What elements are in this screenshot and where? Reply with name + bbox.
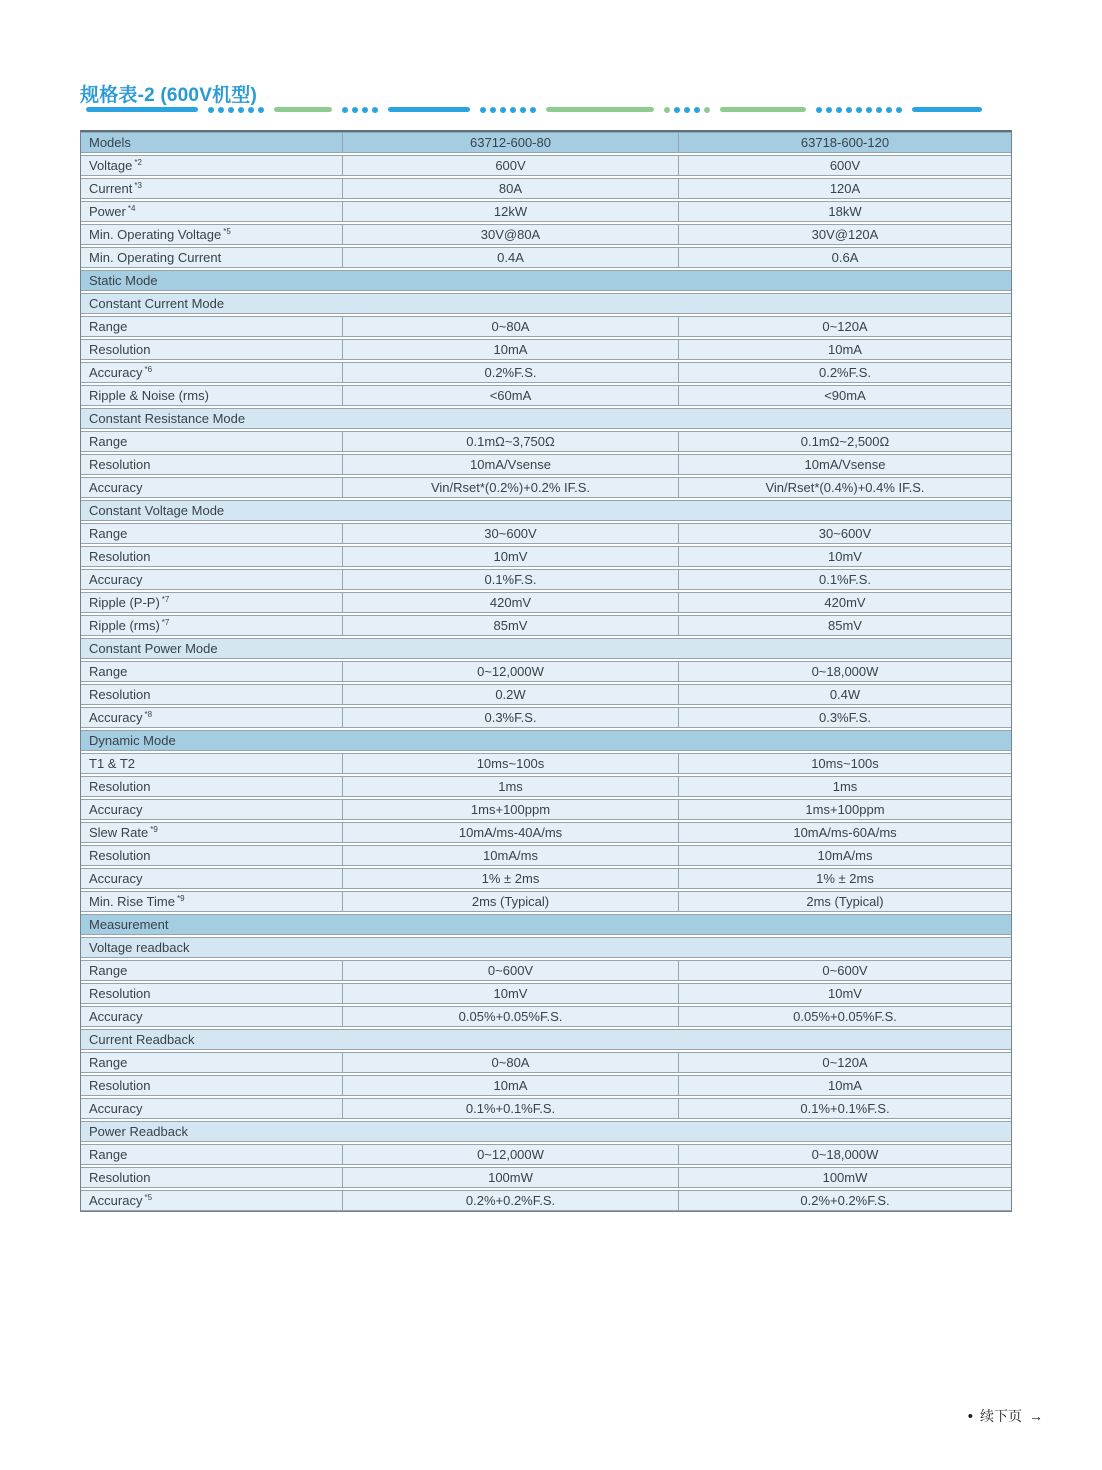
spec-row <box>81 362 1011 383</box>
separator-dot <box>836 107 842 113</box>
value-cell-model-2: 0.4W <box>829 687 861 702</box>
subsection-header-row <box>81 1121 1011 1142</box>
spec-row <box>81 845 1011 866</box>
spec-row <box>81 661 1011 682</box>
spec-row <box>81 339 1011 360</box>
spec-row <box>81 201 1011 222</box>
section-header-row <box>81 270 1011 291</box>
row-label-text: Constant Voltage Mode <box>89 503 225 518</box>
value-cell-model-2: 0.2%+0.2%F.S. <box>800 1193 890 1208</box>
row-label <box>81 639 1011 658</box>
value-cell-model-1: 1ms <box>343 777 679 796</box>
row-label-text: Resolution <box>89 1170 151 1185</box>
value-cell-model-1: 0.1mΩ~3,750Ω <box>343 432 679 451</box>
separator-dash <box>912 107 982 112</box>
footnote-marker: *2 <box>134 157 142 167</box>
separator-dot <box>362 107 368 113</box>
spec-row <box>81 1006 1011 1027</box>
spec-row <box>81 707 1011 728</box>
value-cell-model-2: 0.6A <box>831 250 859 265</box>
value-cell-model-2: 10mA/ms <box>817 848 873 863</box>
row-label <box>81 317 343 336</box>
footnote-marker: *4 <box>127 203 136 213</box>
row-label <box>81 1007 343 1026</box>
row-label <box>81 754 343 773</box>
separator-dot <box>886 107 892 113</box>
row-label-text: Constant Current Mode <box>89 296 225 311</box>
title-separator <box>80 106 1014 113</box>
spec-row <box>81 1075 1011 1096</box>
row-label <box>81 685 343 704</box>
spec-row <box>81 592 1011 613</box>
separator-dot <box>238 107 244 113</box>
row-label <box>81 501 1011 520</box>
row-label-text: Min. Operating Voltage <box>89 227 222 242</box>
separator-dot <box>490 107 496 113</box>
row-label-text: Voltage readback <box>89 940 190 955</box>
row-label <box>81 133 343 152</box>
row-label-text: Resolution <box>89 779 151 794</box>
value-cell-model-2: 10mA/Vsense <box>804 457 886 472</box>
page-title: 规格表-2 (600V机型) <box>80 85 258 106</box>
value-cell-model-2: 0.1mΩ~2,500Ω <box>800 434 890 449</box>
value-cell-model-1: 0.2%F.S. <box>343 363 679 382</box>
section-header-row <box>81 730 1011 751</box>
row-label <box>81 1099 343 1118</box>
row-label <box>81 731 1011 750</box>
value-cell-model-2: 420mV <box>824 595 866 610</box>
row-label <box>81 1168 343 1187</box>
spec-row <box>81 224 1011 245</box>
value-cell-model-1: 0.05%+0.05%F.S. <box>343 1007 679 1026</box>
value-cell-model-1: 10mA <box>343 1076 679 1095</box>
separator-dot <box>866 107 872 113</box>
value-cell-model-1: 0~600V <box>343 961 679 980</box>
value-cell-model-1: 0.3%F.S. <box>343 708 679 727</box>
value-cell-model-2: 1ms <box>832 779 858 794</box>
row-label-text: Accuracy <box>89 365 143 380</box>
bullet-icon: • <box>967 1407 973 1425</box>
row-label-text: Constant Power Mode <box>89 641 218 656</box>
row-label <box>81 1053 343 1072</box>
value-cell-model-1: 0~80A <box>343 317 679 336</box>
separator-dot <box>372 107 378 113</box>
value-cell-model-2: 0~120A <box>822 319 868 334</box>
value-cell-model-2: 10mA/ms-60A/ms <box>793 825 897 840</box>
spec-row <box>81 868 1011 889</box>
separator-dot <box>684 107 690 113</box>
separator-dash <box>274 107 332 112</box>
footnote-marker: *9 <box>176 893 185 903</box>
row-label <box>81 179 343 198</box>
value-cell-model-2: 18kW <box>828 204 862 219</box>
row-label-text: Slew Rate <box>89 825 149 840</box>
value-cell-model-2: 0.3%F.S. <box>818 710 872 725</box>
separator-dot <box>674 107 680 113</box>
separator-dash <box>720 107 806 112</box>
row-label <box>81 478 343 497</box>
spec-row <box>81 1052 1011 1073</box>
value-cell-model-2: 10mV <box>828 986 862 1001</box>
spec-row <box>81 316 1011 337</box>
footnote-marker: *5 <box>144 1192 153 1202</box>
value-cell-model-1: 10mV <box>343 984 679 1003</box>
row-label <box>81 547 343 566</box>
value-cell-model-1: 10mA/Vsense <box>343 455 679 474</box>
row-label-text: Accuracy <box>89 871 143 886</box>
value-cell-model-2: 0~18,000W <box>811 1147 879 1162</box>
value-cell-model-2: 0.1%F.S. <box>818 572 872 587</box>
row-label <box>81 777 343 796</box>
value-cell-model-2: 63718-600-120 <box>800 135 890 150</box>
footnote-marker: *3 <box>134 180 142 190</box>
value-cell-model-2: 30V@120A <box>811 227 879 242</box>
row-label-text: Resolution <box>89 549 151 564</box>
separator-dot <box>896 107 902 113</box>
row-label-text: Accuracy <box>89 572 143 587</box>
separator-dot <box>664 107 670 113</box>
value-cell-model-1: 30V@80A <box>343 225 679 244</box>
row-label <box>81 294 1011 313</box>
value-cell-model-2: 0.2%F.S. <box>818 365 872 380</box>
value-cell-model-1: 10mA/ms-40A/ms <box>343 823 679 842</box>
spec-row <box>81 684 1011 705</box>
row-label-text: Resolution <box>89 848 151 863</box>
row-label <box>81 225 343 244</box>
value-cell-model-2: 10mV <box>828 549 862 564</box>
subsection-header-row <box>81 638 1011 659</box>
value-cell-model-1: Vin/Rset*(0.2%)+0.2% IF.S. <box>343 478 679 497</box>
row-label-text: Resolution <box>89 342 151 357</box>
row-label-text: Range <box>89 1055 128 1070</box>
value-cell-model-1: 0.2%+0.2%F.S. <box>343 1191 679 1210</box>
row-label <box>81 156 343 175</box>
value-cell-model-2: 1ms+100ppm <box>805 802 885 817</box>
spec-table <box>80 130 1012 1212</box>
row-label-text: T1 & T2 <box>89 756 136 771</box>
footnote-marker: *5 <box>223 226 231 236</box>
spec-row <box>81 776 1011 797</box>
value-cell-model-1: 1ms+100ppm <box>343 800 679 819</box>
row-label-text: Ripple (P-P) <box>89 595 160 610</box>
value-cell-model-2: 120A <box>829 181 861 196</box>
value-cell-model-2: Vin/Rset*(0.4%)+0.4% IF.S. <box>765 480 925 495</box>
spec-row <box>81 178 1011 199</box>
row-label <box>81 363 343 382</box>
row-label-text: Range <box>89 526 128 541</box>
spec-row <box>81 247 1011 268</box>
separator-dash <box>86 107 198 112</box>
value-cell-model-1: 10ms~100s <box>343 754 679 773</box>
value-cell-model-1: 600V <box>343 156 679 175</box>
value-cell-model-1: 1% ± 2ms <box>343 869 679 888</box>
row-label <box>81 202 343 221</box>
separator-dot <box>500 107 506 113</box>
separator-dash <box>388 107 470 112</box>
spec-row <box>81 546 1011 567</box>
value-cell-model-2: 0.05%+0.05%F.S. <box>793 1009 897 1024</box>
row-label <box>81 248 343 267</box>
separator-dot <box>704 107 710 113</box>
row-label <box>81 455 343 474</box>
value-cell-model-1: 0.2W <box>343 685 679 704</box>
row-label <box>81 340 343 359</box>
separator-dot <box>816 107 822 113</box>
row-label <box>81 1145 343 1164</box>
row-label-text: Dynamic Mode <box>89 733 176 748</box>
separator-dot <box>218 107 224 113</box>
spec-row <box>81 454 1011 475</box>
separator-dot <box>480 107 486 113</box>
value-cell-model-1: 100mW <box>343 1168 679 1187</box>
separator-dot <box>258 107 264 113</box>
row-label-text: Accuracy <box>89 1009 143 1024</box>
value-cell-model-2: 0~120A <box>822 1055 868 1070</box>
footnote-marker: *6 <box>144 364 153 374</box>
separator-dot <box>228 107 234 113</box>
row-label <box>81 524 343 543</box>
value-cell-model-2: 85mV <box>828 618 862 633</box>
row-label <box>81 961 343 980</box>
separator-dot <box>342 107 348 113</box>
row-label-text: Power Readback <box>89 1124 188 1139</box>
row-label-text: Accuracy <box>89 1101 143 1116</box>
row-label <box>81 1191 343 1210</box>
spec-row <box>81 1098 1011 1119</box>
row-label <box>81 892 343 911</box>
row-label-text: Resolution <box>89 1078 151 1093</box>
row-label-text: Range <box>89 963 128 978</box>
row-label <box>81 708 343 727</box>
value-cell-model-1: 30~600V <box>343 524 679 543</box>
row-label-text: Range <box>89 1147 128 1162</box>
value-cell-model-2: 1% ± 2ms <box>816 871 874 886</box>
row-label-text: Resolution <box>89 687 151 702</box>
row-label <box>81 271 1011 290</box>
value-cell-model-1: 2ms (Typical) <box>343 892 679 911</box>
right-arrow-icon: → <box>1029 1408 1042 1424</box>
spec-row <box>81 431 1011 452</box>
separator-dot <box>510 107 516 113</box>
row-label <box>81 432 343 451</box>
value-cell-model-2: 600V <box>829 158 861 173</box>
row-label <box>81 800 343 819</box>
row-label-text: Accuracy <box>89 802 143 817</box>
value-cell-model-2: 2ms (Typical) <box>806 894 884 909</box>
footnote-marker: *8 <box>144 709 153 719</box>
row-label <box>81 1076 343 1095</box>
separator-dot <box>826 107 832 113</box>
row-label <box>81 1030 1011 1049</box>
footnote-marker: *7 <box>161 617 170 627</box>
spec-row <box>81 615 1011 636</box>
separator-dot <box>876 107 882 113</box>
row-label <box>81 409 1011 428</box>
spec-row <box>81 385 1011 406</box>
spec-row <box>81 799 1011 820</box>
value-cell-model-1: 0.1%F.S. <box>343 570 679 589</box>
row-label-text: Voltage <box>89 158 133 173</box>
value-cell-model-1: 0.4A <box>343 248 679 267</box>
separator-dot <box>520 107 526 113</box>
value-cell-model-2: 0~600V <box>822 963 868 978</box>
value-cell-model-1: 0~12,000W <box>343 662 679 681</box>
value-cell-model-2: 0.1%+0.1%F.S. <box>800 1101 890 1116</box>
row-label-text: Accuracy <box>89 480 143 495</box>
value-cell-model-1: 80A <box>343 179 679 198</box>
row-label-text: Range <box>89 664 128 679</box>
spec-row <box>81 960 1011 981</box>
spec-row <box>81 1144 1011 1165</box>
value-cell-model-2: 30~600V <box>818 526 872 541</box>
spec-row <box>81 983 1011 1004</box>
row-label <box>81 938 1011 957</box>
separator-dot <box>208 107 214 113</box>
subsection-header-row <box>81 937 1011 958</box>
section-header-row <box>81 914 1011 935</box>
row-label-text: Resolution <box>89 457 151 472</box>
value-cell-model-1: 10mV <box>343 547 679 566</box>
value-cell-model-1: 12kW <box>343 202 679 221</box>
spec-row <box>81 891 1011 912</box>
value-cell-model-1: 10mA <box>343 340 679 359</box>
spec-row <box>81 1190 1011 1211</box>
spec-row <box>81 155 1011 176</box>
row-label <box>81 1122 1011 1141</box>
row-label-text: Min. Rise Time <box>89 894 175 909</box>
spec-row <box>81 477 1011 498</box>
value-cell-model-1: 420mV <box>343 593 679 612</box>
footnote-marker: *7 <box>161 594 170 604</box>
separator-dot <box>694 107 700 113</box>
row-label-text: Power <box>89 204 126 219</box>
subsection-header-row <box>81 408 1011 429</box>
value-cell-model-1: <60mA <box>343 386 679 405</box>
value-cell-model-1: 0~12,000W <box>343 1145 679 1164</box>
value-cell-model-1: 0.1%+0.1%F.S. <box>343 1099 679 1118</box>
row-label <box>81 846 343 865</box>
row-label <box>81 915 1011 934</box>
footnote-marker: *9 <box>150 824 158 834</box>
footer-continued <box>968 1406 1042 1426</box>
value-cell-model-1: 10mA/ms <box>343 846 679 865</box>
subsection-header-row <box>81 500 1011 521</box>
row-label <box>81 984 343 1003</box>
row-label <box>81 570 343 589</box>
spec-row <box>81 822 1011 843</box>
row-label-text: Current <box>89 181 133 196</box>
row-label-text: Measurement <box>89 917 169 932</box>
row-label <box>81 662 343 681</box>
spec-row <box>81 569 1011 590</box>
value-cell-model-2: 10ms~100s <box>811 756 879 771</box>
row-label-text: Range <box>89 434 128 449</box>
separator-dot <box>248 107 254 113</box>
row-label <box>81 593 343 612</box>
separator-dot <box>856 107 862 113</box>
value-cell-model-2: 0~18,000W <box>811 664 879 679</box>
row-label-text: Static Mode <box>89 273 158 288</box>
row-label-text: Constant Resistance Mode <box>89 411 246 426</box>
separator-dot <box>530 107 536 113</box>
spec-row <box>81 753 1011 774</box>
row-label <box>81 616 343 635</box>
value-cell-model-2: <90mA <box>824 388 866 403</box>
value-cell-model-2: 100mW <box>822 1170 868 1185</box>
separator-dot <box>352 107 358 113</box>
subsection-header-row <box>81 1029 1011 1050</box>
spec-row <box>81 523 1011 544</box>
row-label <box>81 823 343 842</box>
value-cell-model-2: 10mA <box>828 342 862 357</box>
model-header-row <box>81 132 1011 153</box>
value-cell-model-2: 10mA <box>828 1078 862 1093</box>
row-label-text: Resolution <box>89 986 151 1001</box>
row-label <box>81 869 343 888</box>
separator-dot <box>846 107 852 113</box>
row-label-text: Ripple (rms) <box>89 618 160 633</box>
row-label-text: Range <box>89 319 128 334</box>
row-label-text: Accuracy <box>89 1193 143 1208</box>
row-label-text: Min. Operating Current <box>89 250 222 265</box>
value-cell-model-1: 0~80A <box>343 1053 679 1072</box>
value-cell-model-1: 85mV <box>343 616 679 635</box>
separator-dash <box>546 107 654 112</box>
row-label-text: Current Readback <box>89 1032 195 1047</box>
row-label-text: Ripple & Noise (rms) <box>89 388 209 403</box>
row-label-text: Accuracy <box>89 710 143 725</box>
value-cell-model-1: 63712-600-80 <box>343 133 679 152</box>
row-label <box>81 386 343 405</box>
row-label-text: Models <box>89 135 131 150</box>
subsection-header-row <box>81 293 1011 314</box>
spec-row <box>81 1167 1011 1188</box>
footer-continued-label: 续下页 <box>980 1408 1022 1424</box>
